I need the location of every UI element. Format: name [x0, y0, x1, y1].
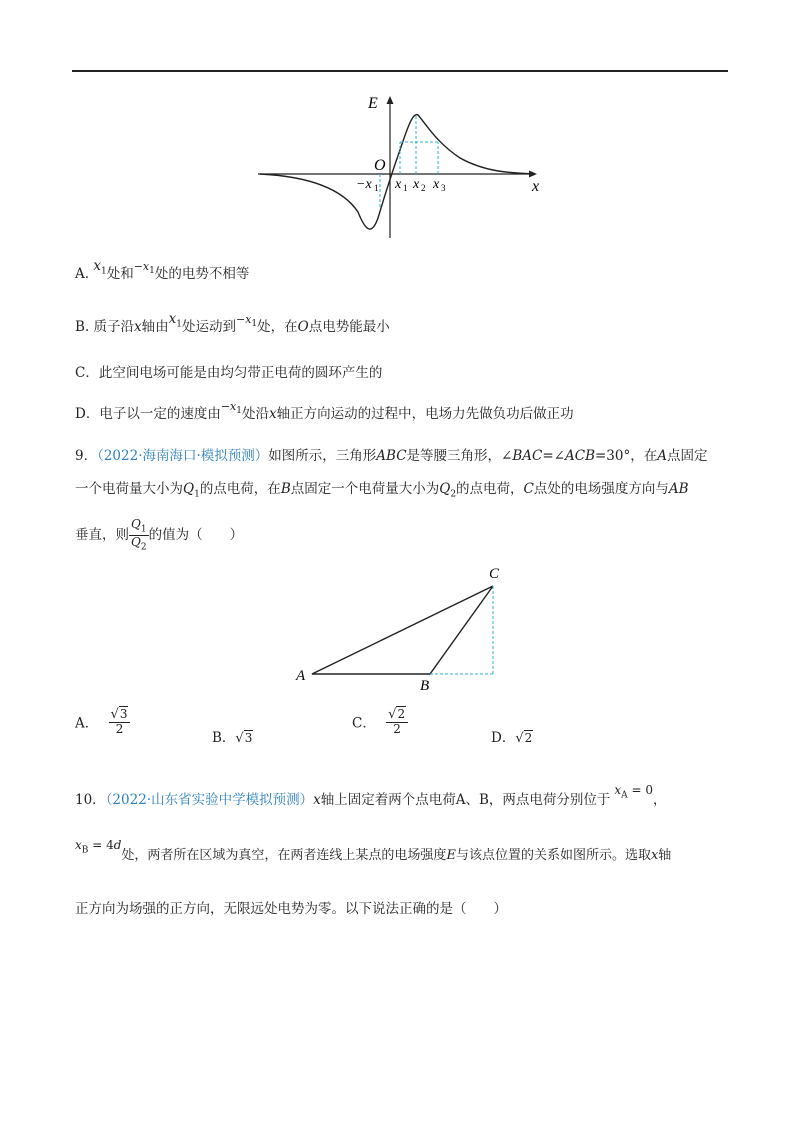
var: E: [446, 848, 456, 863]
var: A: [657, 448, 667, 464]
sub: 1: [100, 266, 107, 277]
text: 的值为（ ）: [148, 526, 244, 543]
field-curve: [260, 115, 535, 229]
label-O: O: [374, 157, 386, 174]
question-source[interactable]: （2022·海南海口·模拟预测）: [97, 448, 269, 464]
label-x2-sub: 2: [421, 183, 426, 193]
text: 处和: [106, 266, 134, 282]
vertex-A: A: [296, 668, 306, 684]
q8-option-a[interactable]: [75, 258, 250, 285]
var: x: [650, 848, 659, 863]
var: Q: [439, 481, 451, 497]
var-x: x: [134, 319, 142, 335]
var: C: [523, 481, 534, 497]
label-neg-x1: −x: [356, 177, 372, 192]
text: 是等腰三角形，∠: [406, 448, 513, 464]
label-E: E: [368, 95, 378, 112]
text: = 4: [88, 838, 114, 852]
top-rule: [72, 70, 728, 72]
option-label: B．: [212, 730, 236, 746]
sub: 2: [450, 489, 457, 500]
var: Q: [183, 481, 195, 497]
var: ACB: [564, 448, 595, 464]
sub: 1: [236, 406, 242, 417]
option-label: C．: [352, 715, 376, 732]
option-label: A．: [75, 715, 99, 732]
var-x: x: [268, 406, 277, 422]
var-x: x: [313, 792, 321, 808]
var-x1: x: [168, 311, 177, 327]
label-x3: x: [433, 177, 440, 192]
text: 与该点位置的关系如图所示。选取: [455, 848, 651, 863]
text: 点处的电场强度方向与: [533, 481, 669, 497]
var-neg-x1: −x: [220, 400, 237, 413]
text: = 0: [627, 783, 653, 797]
option-label: A.: [75, 266, 90, 282]
q9-option-b[interactable]: [212, 726, 253, 746]
text: 的点电荷，在: [199, 481, 281, 497]
option-label: B.: [75, 319, 90, 335]
sub: A: [621, 790, 628, 801]
q10-line-2: [75, 838, 672, 865]
text: =30°，在: [594, 448, 658, 464]
q10-line-1: [75, 783, 667, 810]
text: 处沿: [241, 406, 269, 422]
text: 如图所示，三角形: [268, 448, 377, 464]
sub: 1: [251, 319, 258, 330]
text: 轴: [658, 848, 672, 863]
label-x1-sub: 1: [403, 183, 408, 193]
text: 处运动到: [182, 319, 236, 335]
text: 点固定一个电荷量大小为: [290, 481, 440, 497]
question-number: 9．: [75, 448, 98, 464]
sub: 2: [140, 542, 147, 553]
sub: B: [81, 845, 89, 856]
denominator: 2: [386, 722, 408, 736]
radicand: 2: [397, 707, 406, 721]
text: 轴正方向运动的过程中，电场力先做负功后做正功: [276, 406, 574, 422]
text: 点电势能最小: [308, 319, 390, 335]
text: 处，在: [257, 319, 298, 335]
var: d: [113, 838, 122, 852]
label-x: x: [532, 178, 540, 195]
var: Q: [131, 517, 141, 531]
var-x1: x: [93, 258, 101, 274]
option-label: D．: [491, 730, 516, 746]
sqrt-sign: √: [388, 707, 397, 722]
var: Q: [131, 534, 141, 549]
var: B: [280, 481, 291, 497]
text: 质子沿: [93, 319, 135, 335]
var-neg-x1: −x: [236, 313, 252, 326]
var: AB: [668, 481, 689, 497]
question-source[interactable]: （2022·山东省实验中学模拟预测）: [105, 792, 314, 808]
text: D．电子以一定的速度由: [75, 406, 221, 422]
q8-option-d[interactable]: [75, 402, 574, 424]
fraction-q1-q2: [129, 518, 149, 553]
sqrt-sign: √: [515, 731, 524, 746]
sub: 1: [140, 524, 147, 535]
fraction: [386, 708, 408, 735]
text: 处的电势不相等: [154, 266, 250, 282]
e-x-graph: [250, 90, 550, 240]
var: x: [614, 783, 622, 797]
radicand: 3: [119, 707, 128, 721]
q9-line-1: [75, 444, 707, 464]
e-axis-arrow: [387, 96, 394, 104]
text: 的点电荷，: [456, 481, 524, 497]
sub: 1: [194, 489, 200, 500]
denominator: 2: [109, 722, 131, 736]
label-x3-sub: 3: [441, 183, 446, 193]
vertex-B: B: [420, 678, 430, 692]
var: BAC: [512, 448, 543, 464]
label-x2: x: [413, 177, 420, 192]
text: 轴由: [141, 319, 169, 335]
label-x1: x: [395, 177, 402, 192]
q9-line-2: [75, 477, 689, 500]
question-number: 10．: [75, 792, 106, 808]
text: 轴上固定着两个点电荷A、B，两点电荷分别位于: [320, 792, 611, 808]
text: 处，两者所在区域为真空，在两者连线上某点的电场强度: [121, 848, 447, 863]
label-neg-x1-sub: 1: [374, 183, 379, 193]
vertex-C: C: [489, 566, 500, 582]
var: x: [75, 838, 82, 852]
text: 一个电荷量大小为: [75, 481, 183, 497]
q8-option-c[interactable]: C．此空间电场可能是由均匀带正电荷的圆环产生的: [75, 365, 383, 381]
q9-option-a[interactable]: [75, 708, 130, 735]
sqrt-sign: √: [110, 707, 119, 722]
radicand: 2: [524, 731, 533, 745]
text: 点固定: [666, 448, 708, 464]
q10-line-3: 正方向为场强的正方向，无限远处电势为零。以下说法正确的是（ ）: [75, 901, 507, 917]
sqrt-sign: √: [235, 731, 244, 746]
triangle-abc: [312, 586, 493, 674]
var-neg-x1: −x: [133, 260, 150, 273]
sub: 1: [176, 319, 182, 330]
radicand: 3: [244, 731, 253, 745]
q8-option-b[interactable]: [75, 311, 390, 338]
q9-line-3: [75, 518, 243, 553]
text: =∠: [542, 448, 565, 464]
text: ，: [653, 792, 667, 808]
q9-option-d[interactable]: [491, 726, 533, 746]
triangle-figure: [290, 562, 510, 692]
q9-option-c[interactable]: [352, 708, 408, 735]
fraction: [109, 708, 131, 735]
var-O: O: [297, 319, 309, 335]
text: 垂直，则: [75, 526, 129, 543]
var: ABC: [376, 448, 407, 464]
sub: 1: [149, 266, 155, 277]
